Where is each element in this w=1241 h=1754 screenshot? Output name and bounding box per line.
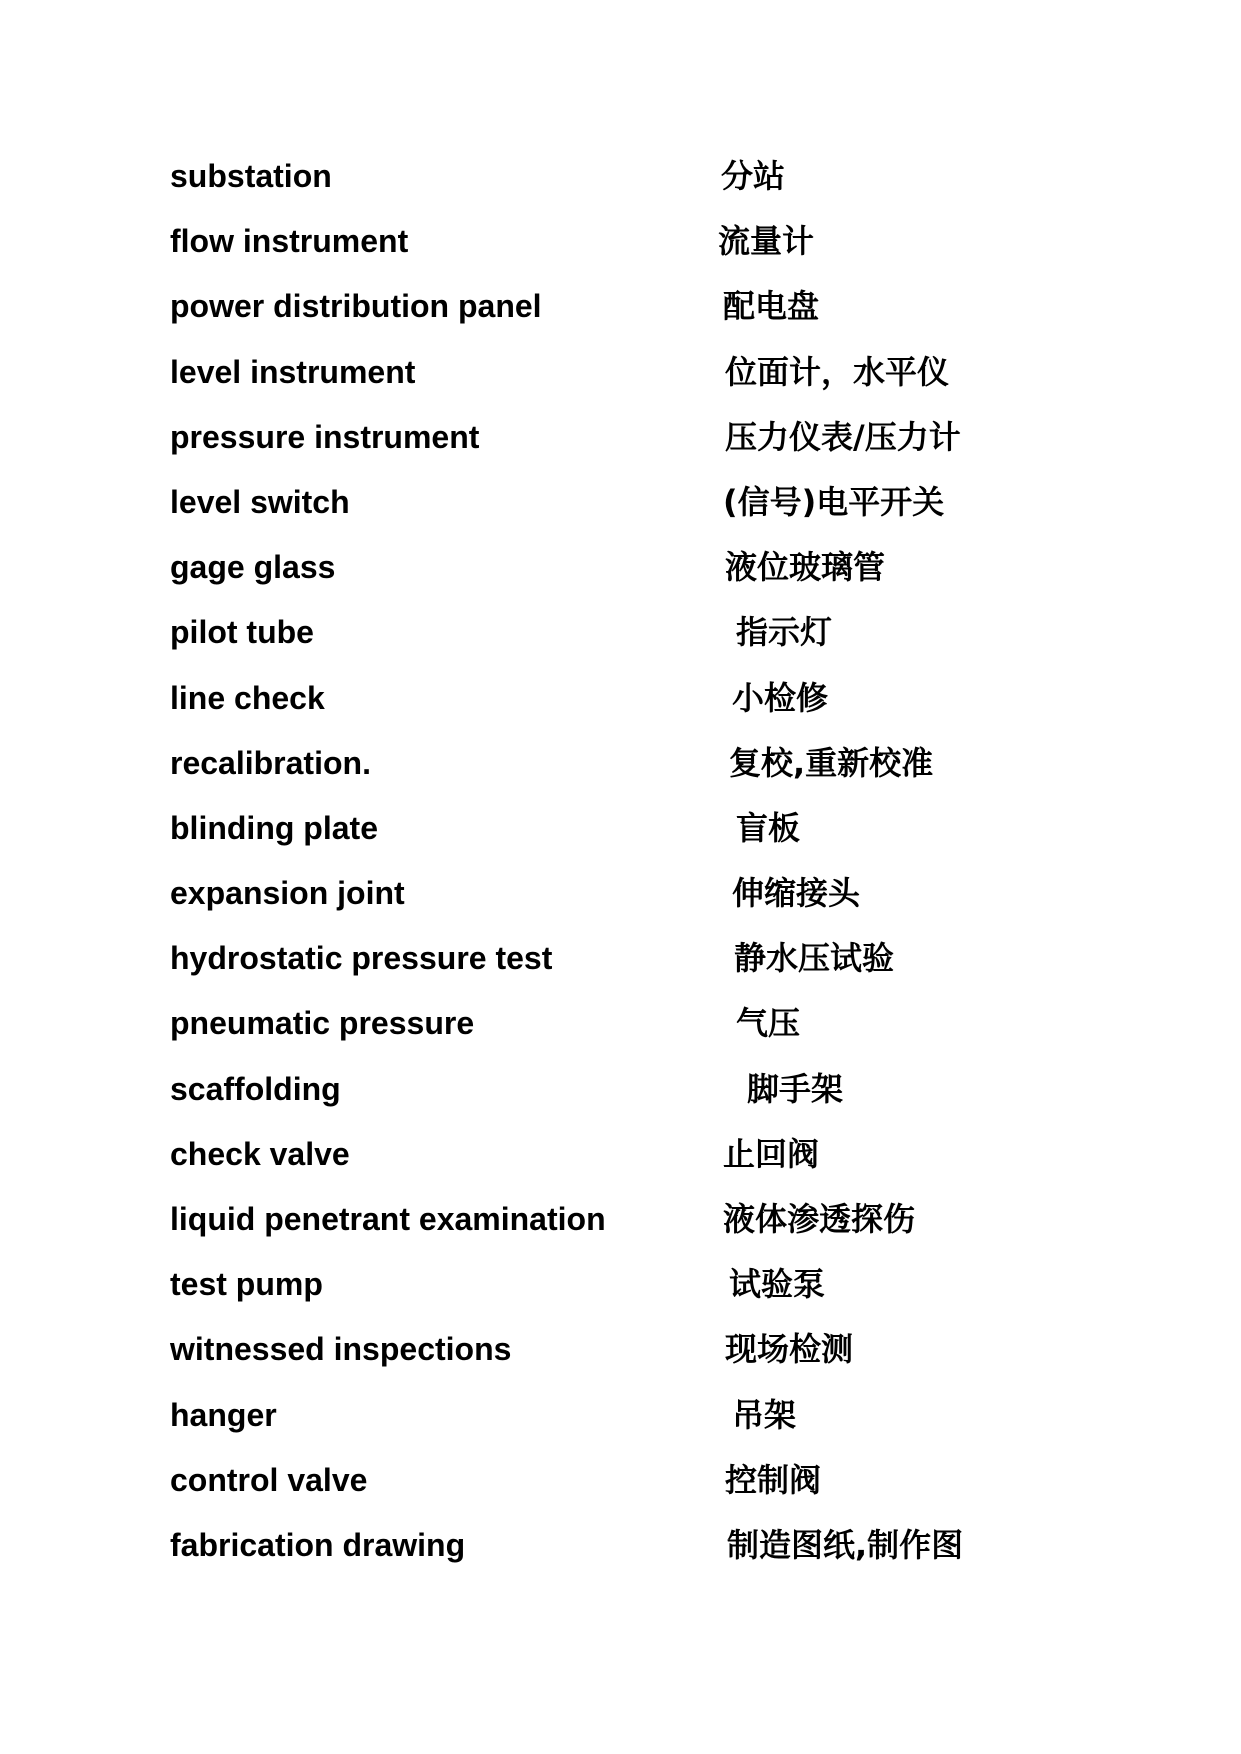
glossary-row	[170, 547, 1070, 612]
term-en: pressure instrument	[170, 418, 480, 455]
term-en: scaffolding	[170, 1070, 341, 1107]
term-zh: 分站	[721, 157, 786, 195]
glossary-row	[170, 286, 1070, 351]
term-zh: 吊架	[732, 1395, 797, 1434]
term-en: expansion joint	[170, 875, 405, 912]
term-en: level switch	[170, 483, 350, 520]
term-zh: 压力仪表/压力计	[725, 417, 961, 456]
glossary-list	[170, 156, 1070, 1590]
glossary-row	[170, 1395, 1070, 1460]
term-en: substation	[170, 158, 332, 194]
glossary-row	[170, 1525, 1070, 1590]
term-en: hanger	[170, 1396, 277, 1433]
term-zh: (信号)电平开关	[723, 482, 945, 521]
term-zh: 流量计	[718, 222, 815, 261]
glossary-row	[170, 873, 1070, 938]
glossary-row	[170, 743, 1070, 808]
term-en: liquid penetrant examination	[170, 1201, 606, 1237]
term-zh: 配电盘	[723, 287, 820, 326]
glossary-row	[170, 482, 1070, 547]
term-en: pilot tube	[170, 614, 314, 651]
glossary-row	[170, 1134, 1070, 1199]
term-en: test pump	[170, 1266, 323, 1303]
glossary-row	[170, 1199, 1070, 1264]
term-en: power distribution panel	[170, 288, 542, 325]
glossary-row	[170, 1003, 1070, 1068]
term-zh: 伸缩接头	[732, 874, 861, 913]
term-en: recalibration.	[170, 744, 371, 781]
term-zh: 气压	[736, 1004, 801, 1043]
term-zh: 指示灯	[736, 613, 833, 652]
term-zh: 复校,重新校准	[729, 743, 934, 782]
term-en: hydrostatic pressure test	[170, 940, 553, 977]
term-zh: 位面计，水平仪	[725, 352, 950, 391]
term-zh: 盲板	[736, 808, 801, 847]
glossary-row	[170, 417, 1070, 482]
term-zh: 静水压试验	[734, 939, 895, 978]
term-zh: 止回阀	[723, 1134, 820, 1173]
term-zh: 控制阀	[725, 1460, 822, 1499]
term-en: blinding plate	[170, 809, 378, 846]
term-zh: 小检修	[732, 678, 829, 717]
term-en: check valve	[170, 1135, 350, 1172]
term-zh: 现场检测	[725, 1330, 854, 1369]
term-en: pneumatic pressure	[170, 1005, 475, 1042]
glossary-row	[170, 678, 1070, 743]
glossary-row	[170, 612, 1070, 677]
term-zh: 脚手架	[747, 1069, 844, 1108]
glossary-row	[170, 352, 1070, 417]
term-zh: 制造图纸,制作图	[727, 1525, 964, 1564]
term-zh: 液体渗透探伤	[723, 1200, 916, 1238]
term-en: line check	[170, 679, 325, 716]
glossary-row	[170, 938, 1070, 1003]
term-en: fabrication drawing	[170, 1526, 466, 1563]
glossary-row	[170, 808, 1070, 873]
glossary-row	[170, 156, 1070, 221]
glossary-row	[170, 1460, 1070, 1525]
glossary-row	[170, 1069, 1070, 1134]
term-en: flow instrument	[170, 223, 409, 260]
glossary-row	[170, 1329, 1070, 1394]
term-zh: 液位玻璃管	[725, 548, 886, 587]
term-en: control valve	[170, 1461, 368, 1498]
glossary-row	[170, 1264, 1070, 1329]
term-en: gage glass	[170, 549, 336, 586]
glossary-row	[170, 221, 1070, 286]
term-en: level instrument	[170, 353, 416, 390]
term-zh: 试验泵	[729, 1265, 826, 1304]
term-en: witnessed inspections	[170, 1331, 512, 1368]
